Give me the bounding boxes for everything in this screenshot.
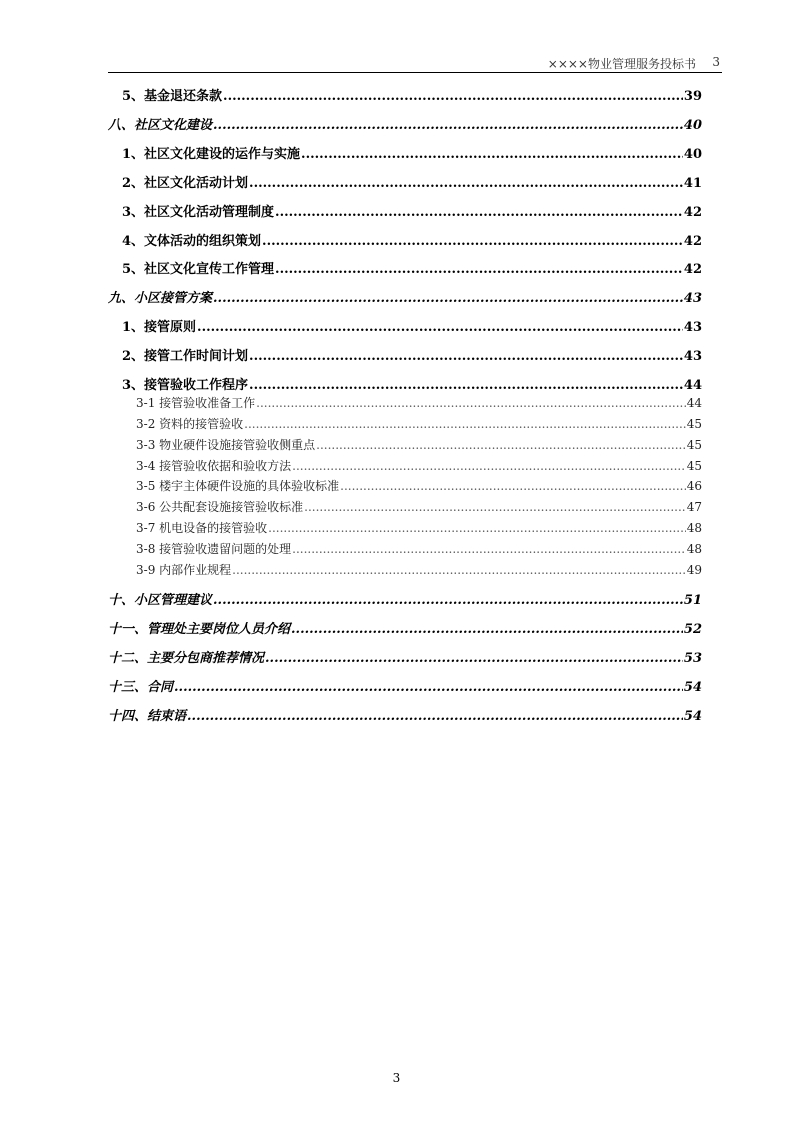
toc-entry-page: 43 — [683, 349, 702, 364]
toc-entry-label: 5、社区文化宣传工作管理 — [122, 262, 275, 277]
toc-entry[interactable] — [108, 498, 702, 515]
toc-entry[interactable] — [108, 143, 702, 162]
toc-entry-label: 3-7 机电设备的接管验收 — [136, 521, 268, 535]
toc-entry[interactable] — [108, 287, 702, 306]
toc-entry[interactable] — [108, 201, 702, 220]
toc-entry[interactable] — [108, 618, 702, 637]
toc-entry-page: 48 — [686, 542, 702, 556]
toc-entry-page: 53 — [683, 651, 702, 666]
toc-entry-page: 43 — [683, 320, 702, 335]
toc-entry-page: 42 — [683, 205, 702, 220]
toc-entry-label: 3-4 接管验收依据和验收方法 — [136, 459, 292, 473]
toc-leader-dots — [275, 262, 683, 277]
toc-entry-label: 十、小区管理建议 — [108, 593, 213, 608]
toc-leader-dots — [249, 349, 683, 364]
toc-entry-page: 54 — [683, 709, 702, 724]
toc-leader-dots — [187, 709, 683, 724]
toc-leader-dots — [249, 378, 683, 393]
toc-leader-dots — [268, 521, 686, 535]
toc-entry[interactable] — [108, 561, 702, 578]
toc-entry[interactable] — [108, 436, 702, 453]
toc-entry[interactable] — [108, 172, 702, 191]
toc-entry[interactable] — [108, 519, 702, 536]
toc-leader-dots — [304, 500, 686, 514]
toc-entry-label: 十三、合同 — [108, 680, 174, 695]
toc-entry-label: 九、小区接管方案 — [108, 291, 213, 306]
toc-entry-page: 45 — [686, 417, 702, 431]
toc-leader-dots — [340, 479, 686, 493]
toc-entry-label: 2、接管工作时间计划 — [122, 349, 249, 364]
toc-entry-label: 十四、结束语 — [108, 709, 187, 724]
toc-entry-page: 42 — [683, 262, 702, 277]
toc-entry-label: 3-5 楼宇主体硬件设施的具体验收标准 — [136, 479, 340, 493]
footer-page-number: 3 — [392, 1071, 401, 1085]
toc-leader-dots — [291, 622, 683, 637]
toc-entry-label: 十二、主要分包商推荐情况 — [108, 651, 265, 666]
toc-entry-label: 十一、管理处主要岗位人员介绍 — [108, 622, 291, 637]
toc-entry-page: 39 — [683, 89, 702, 104]
toc-entry-page: 48 — [686, 521, 702, 535]
toc-entry-label: 3-3 物业硬件设施接管验收侧重点 — [136, 438, 316, 452]
toc-entry-label: 3-2 资料的接管验收 — [136, 417, 244, 431]
toc-entry-page: 43 — [683, 291, 702, 306]
toc-entry[interactable] — [108, 540, 702, 557]
toc-entry-label: 1、社区文化建设的运作与实施 — [122, 147, 301, 162]
toc-entry-label: 3-1 接管验收准备工作 — [136, 396, 256, 410]
toc-leader-dots — [262, 234, 683, 249]
toc-entry-page: 41 — [683, 176, 702, 191]
toc-entry-page: 44 — [683, 378, 702, 393]
toc-entry-label: 5、基金退还条款 — [122, 89, 223, 104]
toc-entry[interactable] — [108, 589, 702, 608]
toc-entry-page: 45 — [686, 459, 702, 473]
toc-leader-dots — [213, 118, 683, 133]
toc-leader-dots — [275, 205, 683, 220]
toc-entry-page: 44 — [686, 396, 702, 410]
toc-entry[interactable] — [108, 114, 702, 133]
toc-entry-label: 3-6 公共配套设施接管验收标准 — [136, 500, 304, 514]
toc-leader-dots — [256, 396, 686, 410]
toc-entry-label: 3-9 内部作业规程 — [136, 563, 232, 577]
toc-entry-page: 52 — [683, 622, 702, 637]
toc-leader-dots — [197, 320, 683, 335]
page-header — [108, 52, 722, 73]
toc-leader-dots — [213, 593, 683, 608]
toc-entry[interactable] — [108, 415, 702, 432]
toc-entry[interactable] — [108, 374, 702, 393]
toc-leader-dots — [232, 563, 686, 577]
toc-entry-label: 2、社区文化活动计划 — [122, 176, 249, 191]
toc-entry-page: 49 — [686, 563, 702, 577]
toc-entry-page: 40 — [683, 118, 702, 133]
toc-entry-label: 1、接管原则 — [122, 320, 197, 335]
toc-entry[interactable] — [108, 345, 702, 364]
toc-leader-dots — [292, 459, 686, 473]
toc-entry-page: 40 — [683, 147, 702, 162]
toc-entry-label: 3-8 接管验收遗留问题的处理 — [136, 542, 292, 556]
toc-leader-dots — [213, 291, 683, 306]
toc-leader-dots — [301, 147, 683, 162]
toc-leader-dots — [316, 438, 686, 452]
toc-leader-dots — [223, 89, 683, 104]
toc-entry-page: 45 — [686, 438, 702, 452]
toc-entry[interactable] — [108, 705, 702, 724]
toc-entry-label: 3、接管验收工作程序 — [122, 378, 249, 393]
toc-entry[interactable] — [108, 394, 702, 411]
toc-leader-dots — [265, 651, 683, 666]
toc-entry[interactable] — [108, 230, 702, 249]
toc-entry[interactable] — [108, 457, 702, 474]
toc-entry-page: 46 — [686, 479, 702, 493]
toc-entry-label: 4、文体活动的组织策划 — [122, 234, 262, 249]
toc-entry[interactable] — [108, 316, 702, 335]
toc-entry[interactable] — [108, 258, 702, 277]
toc-leader-dots — [244, 417, 686, 431]
header-title: ××××物业管理服务投标书 — [547, 57, 696, 71]
toc-entry-page: 54 — [683, 680, 702, 695]
toc-leader-dots — [292, 542, 686, 556]
toc-leader-dots — [249, 176, 683, 191]
toc-entry-page: 42 — [683, 234, 702, 249]
header-page-number: 3 — [712, 55, 720, 69]
toc-entry-label: 3、社区文化活动管理制度 — [122, 205, 275, 220]
toc-entry-label: 八、社区文化建设 — [108, 118, 213, 133]
toc-entry[interactable] — [108, 647, 702, 666]
toc-leader-dots — [174, 680, 683, 695]
toc-entry[interactable] — [108, 85, 702, 104]
toc-entry[interactable] — [108, 676, 702, 695]
toc-entry[interactable] — [108, 477, 702, 494]
toc-entry-page: 51 — [683, 593, 702, 608]
toc-entry-page: 47 — [686, 500, 702, 514]
